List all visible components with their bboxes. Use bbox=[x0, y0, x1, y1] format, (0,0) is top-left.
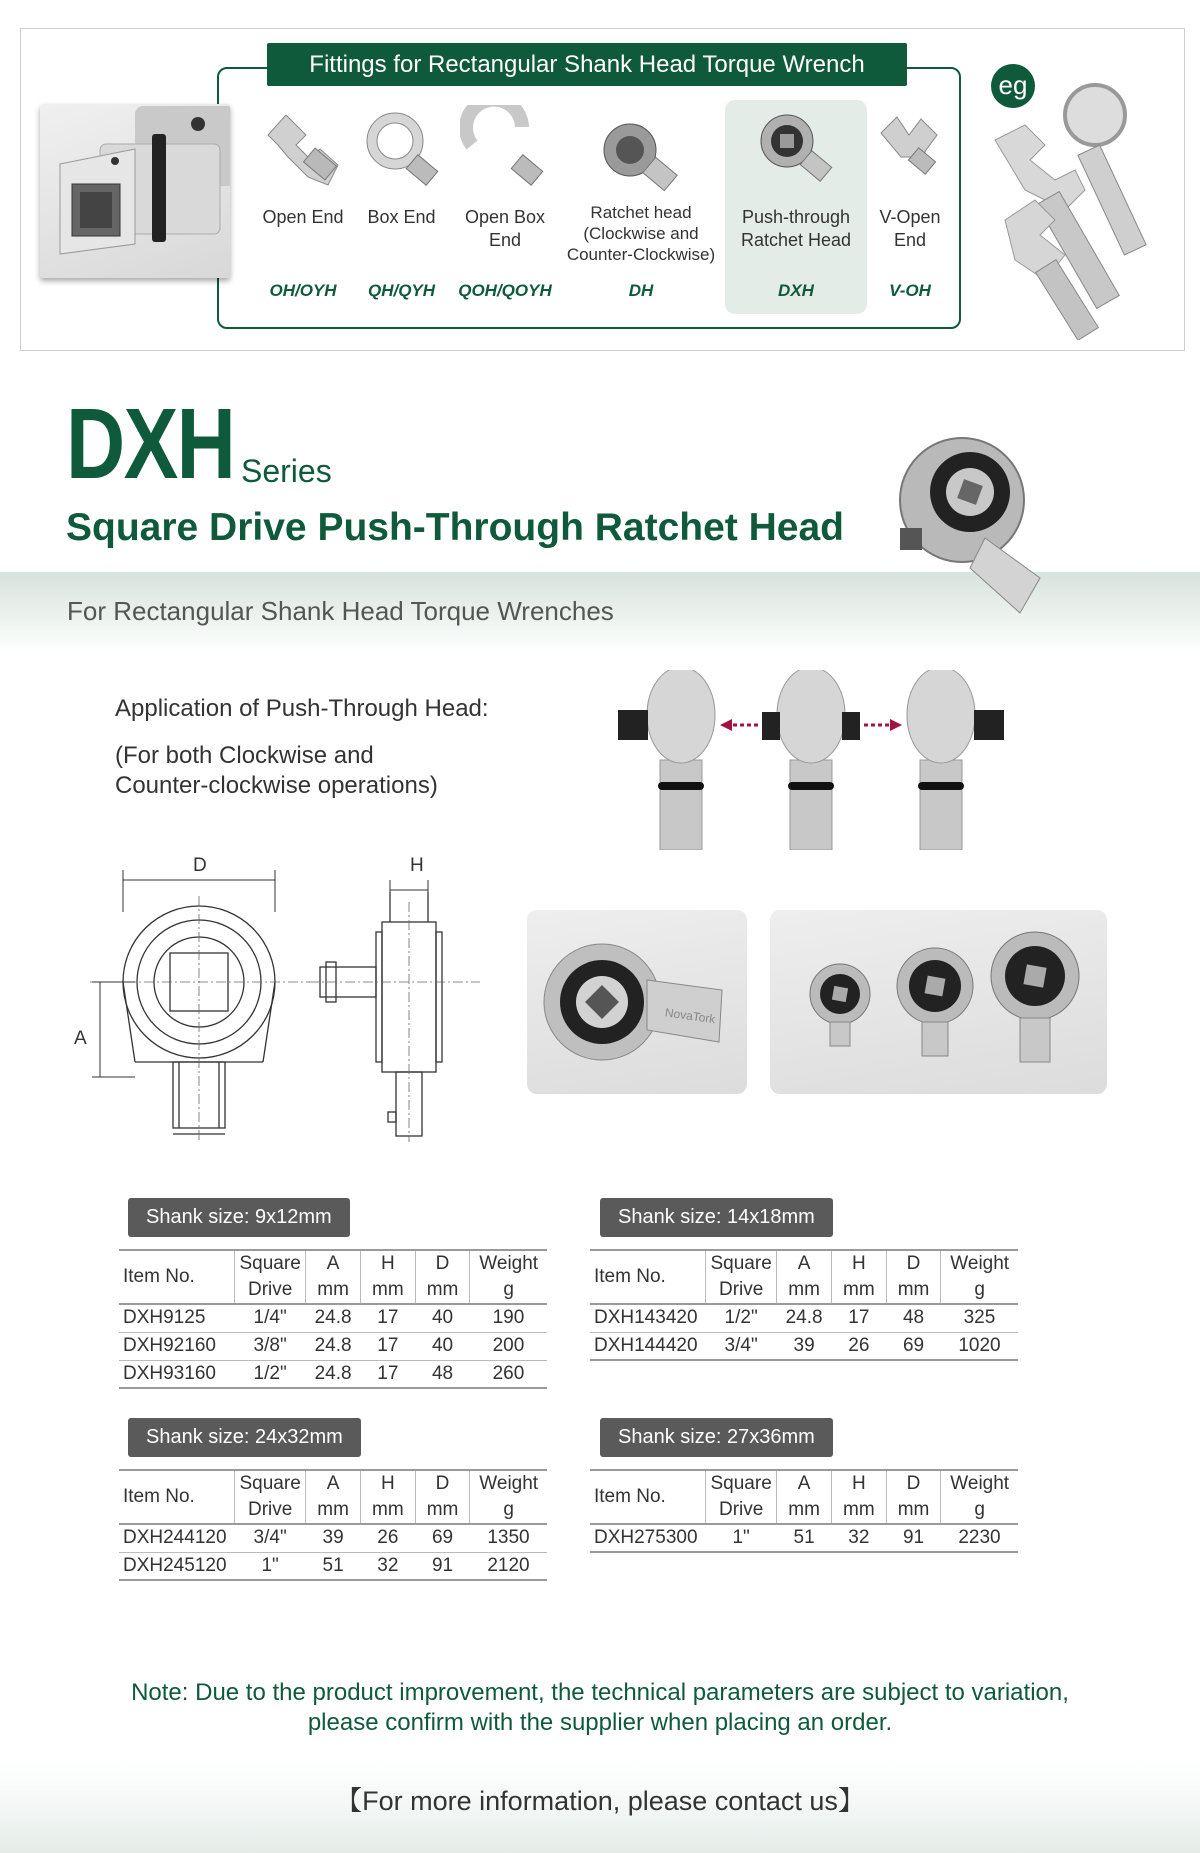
shank-size-tab: Shank size: 27x36mm bbox=[600, 1418, 833, 1457]
table-header-row: Item No. Square Drive A mm H mm D mm Weight g bbox=[590, 1250, 1018, 1304]
dxh-size-range-photo bbox=[770, 910, 1107, 1094]
table-header-row: Item No. Square Drive A mm H mm D mm Weight g bbox=[590, 1470, 1018, 1524]
v-open-end-icon bbox=[868, 100, 952, 200]
fitting-open-box-end[interactable]: Open Box End QOH/QOYH bbox=[449, 100, 561, 310]
page-title: Square Drive Push-Through Ratchet Head bbox=[66, 506, 844, 549]
shank-size-tab: Shank size: 14x18mm bbox=[600, 1198, 833, 1237]
table-row: DXH275300 1" 51 32 91 2230 bbox=[590, 1524, 1018, 1552]
example-wrench-heads-photo bbox=[985, 70, 1185, 340]
spec-table-14x18 bbox=[590, 1249, 1018, 1361]
contact-link[interactable]: 【For more information, please contact us】 bbox=[335, 1786, 865, 1816]
application-line-1: (For both Clockwise and bbox=[115, 742, 374, 769]
ratchet-head-icon bbox=[561, 114, 721, 202]
dimension-label-h: H bbox=[410, 855, 424, 876]
fittings-banner: Fittings for Rectangular Shank Head Torque Wrench bbox=[267, 43, 907, 86]
series-label: Series bbox=[241, 453, 332, 489]
table-row: DXH244120 3/4" 39 26 69 1350 bbox=[119, 1524, 547, 1552]
table-row: DXH143420 1/2" 24.8 17 48 325 bbox=[590, 1304, 1018, 1332]
open-end-icon bbox=[252, 100, 354, 200]
table-header-row: Item No. Square Drive A mm H mm D mm Weight g bbox=[119, 1470, 547, 1524]
table-row: DXH9125 1/4" 24.8 17 40 190 bbox=[119, 1304, 547, 1332]
dimension-label-a: A bbox=[74, 1028, 87, 1049]
application-title: Application of Push-Through Head: bbox=[115, 695, 489, 722]
dimension-drawing bbox=[60, 852, 490, 1142]
fitting-v-open-end[interactable]: V-Open End V-OH bbox=[868, 100, 952, 310]
application-line-2: Counter-clockwise operations) bbox=[115, 772, 438, 799]
push-through-application-photo bbox=[610, 670, 1010, 850]
ratchet-head-closeup-photo bbox=[527, 910, 747, 1094]
rectangular-shank-photo bbox=[40, 104, 230, 278]
spec-table-24x32 bbox=[119, 1469, 547, 1581]
page-subtitle: For Rectangular Shank Head Torque Wrenches bbox=[67, 596, 614, 626]
push-through-ratchet-icon bbox=[729, 100, 863, 200]
table-row: DXH92160 3/8" 24.8 17 40 200 bbox=[119, 1332, 547, 1360]
table-row: DXH144420 3/4" 39 26 69 1020 bbox=[590, 1332, 1018, 1360]
table-row: DXH245120 1" 51 32 91 2120 bbox=[119, 1552, 547, 1580]
eg-badge: eg bbox=[991, 64, 1035, 108]
table-header-row: Item No. Square Drive A mm H mm D mm Weight g bbox=[119, 1250, 547, 1304]
fitting-open-end[interactable]: Open End OH/OYH bbox=[252, 100, 354, 310]
disclaimer-note: Note: Due to the product improvement, the technical parameters are subject to variation, please confirm with the supplier when placing an order. bbox=[131, 1679, 1069, 1736]
fitting-ratchet-head[interactable]: Ratchet head (Clockwise and Counter-Clockwise) DH bbox=[561, 114, 721, 324]
spec-table-27x36 bbox=[590, 1469, 1018, 1553]
open-box-end-icon bbox=[449, 100, 561, 200]
dimension-label-d: D bbox=[193, 855, 207, 876]
ratchet-head-photo bbox=[890, 428, 1090, 628]
shank-size-tab: Shank size: 9x12mm bbox=[128, 1198, 350, 1237]
fitting-push-through-ratchet[interactable]: Push-through Ratchet Head DXH bbox=[729, 100, 863, 310]
box-end-icon bbox=[354, 100, 449, 200]
series-code: DXH bbox=[66, 388, 235, 500]
fitting-box-end[interactable]: Box End QH/QYH bbox=[354, 100, 449, 310]
svg-text:NovaTork: NovaTork bbox=[664, 1005, 717, 1027]
spec-table-9x12 bbox=[119, 1249, 547, 1389]
table-row: DXH93160 1/2" 24.8 17 48 260 bbox=[119, 1360, 547, 1388]
shank-size-tab: Shank size: 24x32mm bbox=[128, 1418, 361, 1457]
